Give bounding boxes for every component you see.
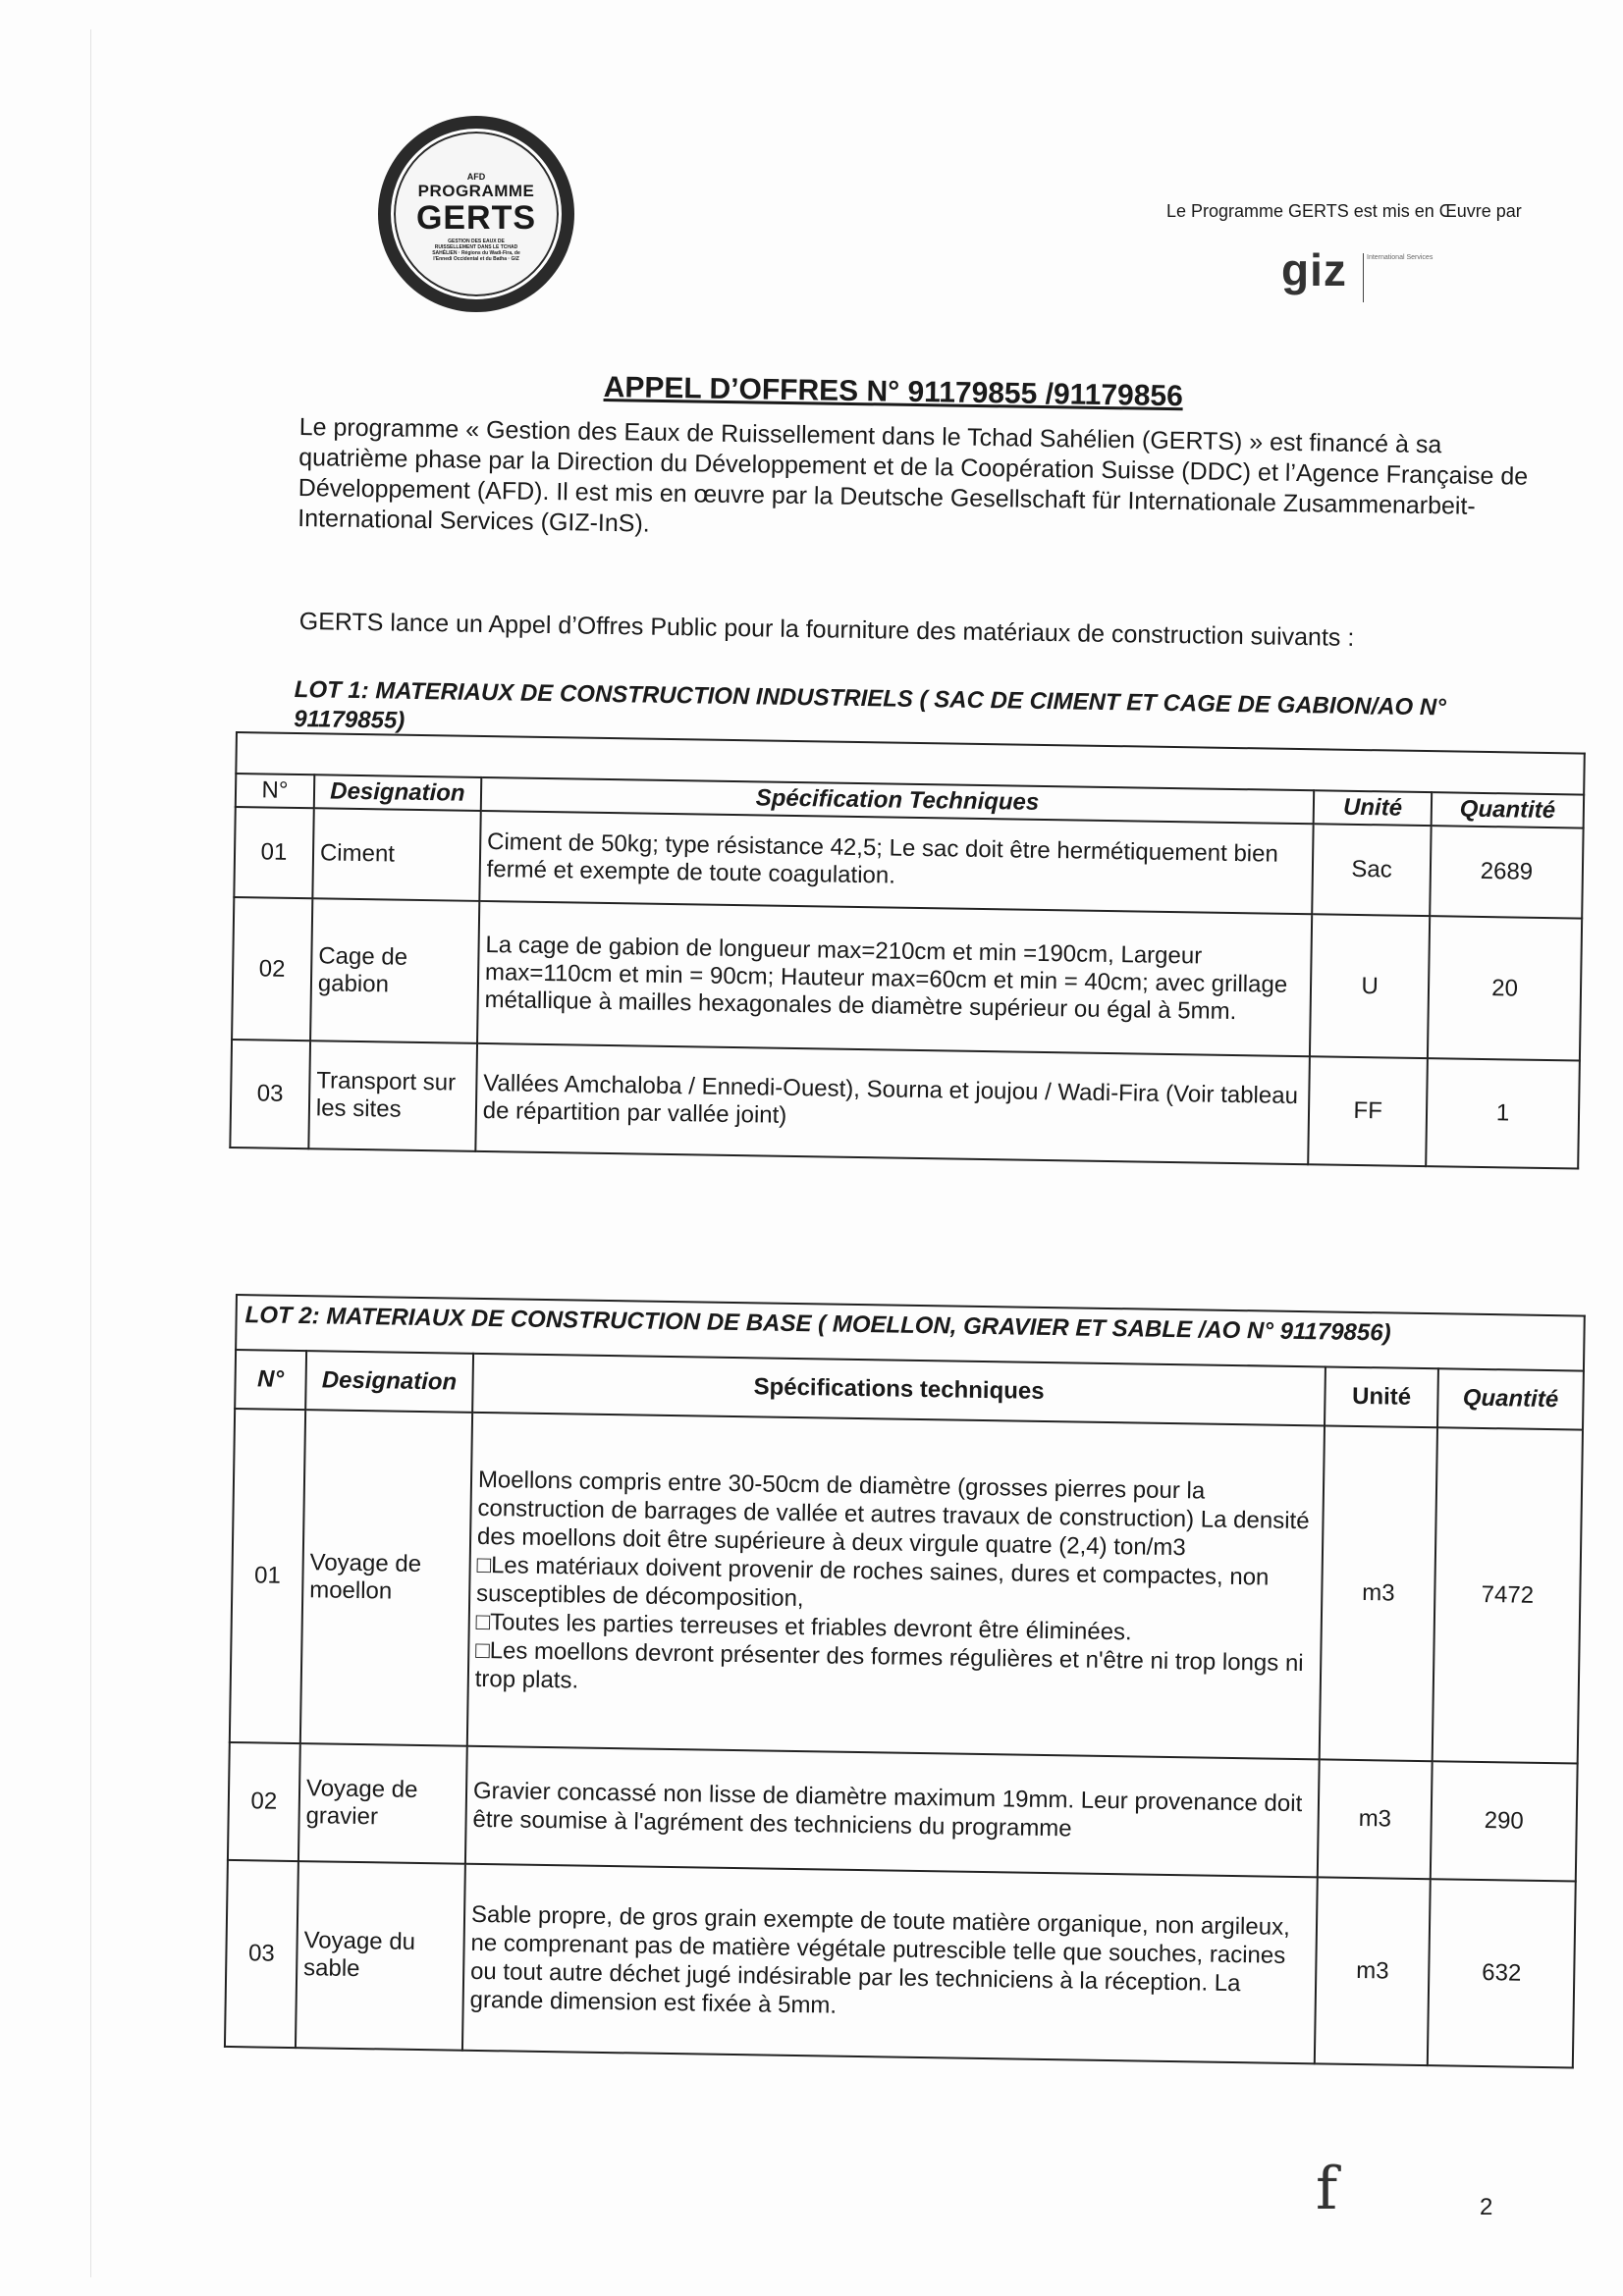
call-paragraph: GERTS lance un Appel d’Offres Public pour la fourniture des matériaux de construction suivants : <box>298 607 1355 652</box>
cell-qty: 290 <box>1431 1761 1578 1881</box>
seal-subtext: GESTION DES EAUX DE RUISSELLEMENT DANS LE TCHAD SAHÉLIEN · Régions du Wadi-Fira, de l'Ennedi Occidental et du Batha · GIZ <box>432 239 520 262</box>
cell-unit: m3 <box>1318 1759 1433 1879</box>
cell-spec: Gravier concassé non lisse de diamètre maximum 19mm. Leur provenance doit être soumise à l'agrément des techniciens du programme <box>465 1746 1320 1878</box>
table-row <box>230 1409 1583 1764</box>
cell-no: 01 <box>234 807 313 898</box>
lot2-table <box>224 1349 1585 2069</box>
lot1-title: LOT 1: MATERIAUX DE CONSTRUCTION INDUSTRIELS ( SAC DE CIMENT ET CAGE DE GABION/AO N° 91179855) <box>294 675 1447 734</box>
cell-qty: 632 <box>1428 1879 1576 2067</box>
cell-spec: Sable propre, de gros grain exempte de toute matière organique, non argileux, ne comprenant pas de matière végétale putrescible telle que souches, racines ou tout autre déchet jugé indésirable par les techniciens à la réception. La grande dimension est fixée à 5mm. <box>462 1864 1318 2064</box>
cell-qty: 2689 <box>1430 826 1583 918</box>
lot2-title: LOT 2: MATERIAUX DE CONSTRUCTION DE BASE ( MOELLON, GRAVIER ET SABLE /AO N° 91179856) <box>235 1294 1586 1370</box>
cell-designation: Voyage du sable <box>296 1861 465 2051</box>
lot1-table-container <box>229 731 1586 1170</box>
cell-unit: FF <box>1308 1056 1428 1166</box>
col-header-qty: Quantité <box>1432 792 1584 828</box>
table-row <box>232 897 1582 1061</box>
seal-gerts-text: GERTS <box>415 199 537 237</box>
cell-no: 02 <box>232 897 312 1041</box>
lot1-table <box>229 773 1585 1170</box>
cell-no: 01 <box>230 1409 305 1743</box>
cell-no: 03 <box>225 1860 298 2048</box>
cell-no: 02 <box>228 1742 300 1861</box>
table-row <box>230 1040 1580 1169</box>
scan-margin-line <box>90 29 91 2277</box>
lot2-table-container <box>224 1294 1586 2069</box>
page-number: 2 <box>1480 2194 1493 2220</box>
cell-qty: 7472 <box>1433 1427 1583 1763</box>
col-header-qty: Quantité <box>1437 1368 1584 1429</box>
col-header-spec: Spécifications techniques <box>472 1354 1325 1426</box>
cell-unit: U <box>1310 914 1430 1058</box>
giz-logo-subtext: International Services <box>1363 253 1433 302</box>
intro-paragraph: Le programme « Gestion des Eaux de Ruissellement dans le Tchad Sahélien (GERTS) » est financé à sa quatrième phase par la Direction du Développement et de la Coopération Suisse (DDC) et l’Agence Française de Développement (AFD). Il est mis en œuvre par la Deutsche Gesellschaft für Internationale Zusammenarbeit-International Services (GIZ-InS). <box>298 412 1529 538</box>
cell-designation: Voyage de gravier <box>298 1743 467 1864</box>
cell-spec: Vallées Amchaloba / Ennedi-Ouest), Sourna et joujou / Wadi-Fira (Voir tableau de répartition par vallée joint) <box>475 1043 1310 1164</box>
cell-qty: 20 <box>1428 916 1582 1060</box>
table-row <box>228 1742 1578 1882</box>
document-title: APPEL D’OFFRES N° 91179855 /91179856 <box>603 371 1184 413</box>
cell-unit: m3 <box>1320 1425 1437 1761</box>
cell-spec: Moellons compris entre 30-50cm de diamètre (grosses pierres pour la construction de barrages de vallée et autres travaux de construction) La densité des moellons doit être supérieure à deux virgule quatre (2,4) ton/m3 □Les matériaux doivent provenir de roches saines, dures et compactes, non susceptibles de décomposition, □Toutes les parties terreuses et friables devront être éliminées. □Les moellons devront présenter des formes régulières et n'être ni trop longs ni trop plats. <box>467 1413 1325 1760</box>
cell-spec: La cage de gabion de longueur max=210cm et min =190cm, Largeur max=110cm et min = 90cm; Hauteur max=60cm et min = 40cm; avec grillage métallique à mailles hexagonales de diamètre supérieur ou égal à 5mm. <box>477 901 1313 1056</box>
col-header-no: N° <box>235 1350 306 1410</box>
cell-unit: Sac <box>1312 824 1431 916</box>
col-header-no: N° <box>236 774 314 808</box>
cell-qty: 1 <box>1426 1058 1580 1168</box>
col-header-unit: Unité <box>1314 790 1432 826</box>
cell-designation: Transport sur les sites <box>308 1041 477 1151</box>
cell-designation: Voyage de moellon <box>300 1410 472 1746</box>
seal-program-text: PROGRAMME <box>417 182 535 200</box>
handwritten-initial: f <box>1316 2155 1338 2223</box>
seal-afd-text: AFD <box>466 172 486 182</box>
cell-no: 03 <box>230 1040 310 1148</box>
cell-designation: Ciment <box>312 808 480 901</box>
col-header-unit: Unité <box>1325 1366 1438 1427</box>
cell-spec: Ciment de 50kg; type résistance 42,5; Le sac doit être hermétiquement bien fermé et exempte de toute coagulation. <box>479 811 1314 914</box>
col-header-designation: Designation <box>305 1351 473 1413</box>
col-header-spec: Spécification Techniques <box>481 777 1315 824</box>
col-header-designation: Designation <box>314 774 481 811</box>
cell-unit: m3 <box>1315 1877 1431 2065</box>
cell-designation: Cage de gabion <box>310 898 479 1043</box>
table-row <box>225 1860 1576 2068</box>
giz-logo: giz <box>1281 244 1347 295</box>
gerts-seal-logo <box>378 116 574 312</box>
implementer-text: Le Programme GERTS est mis en Œuvre par <box>1166 201 1522 221</box>
